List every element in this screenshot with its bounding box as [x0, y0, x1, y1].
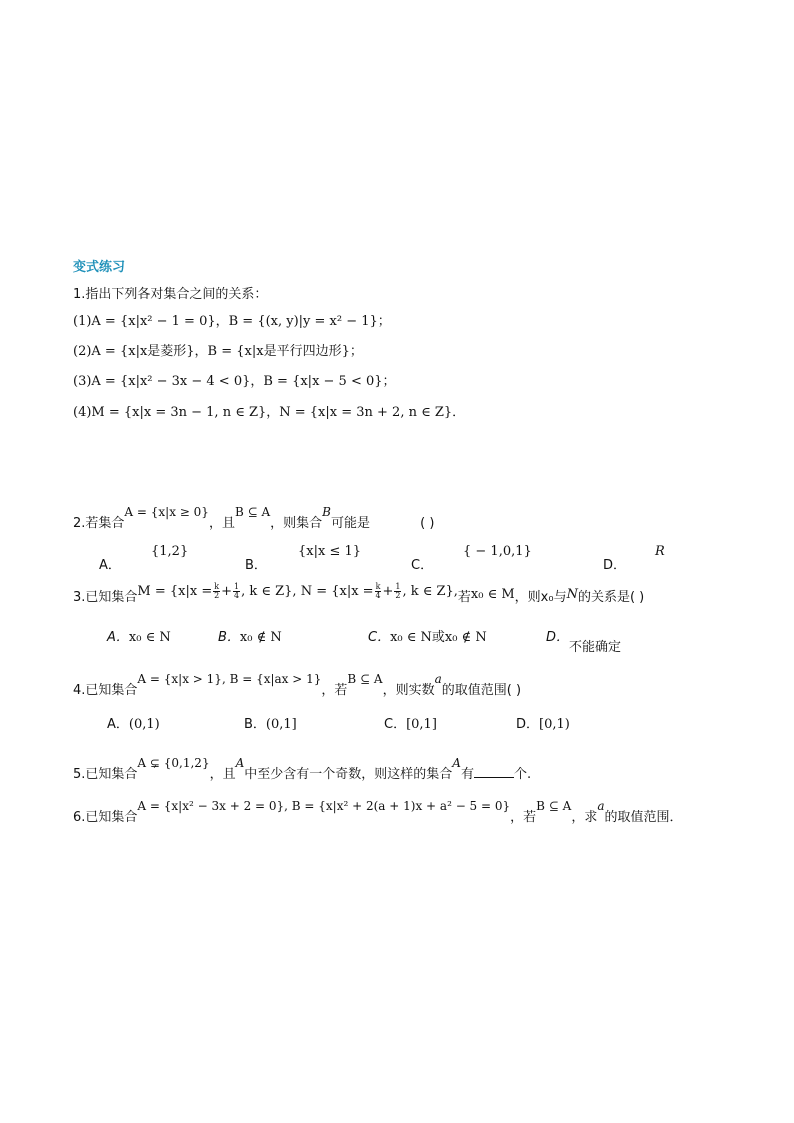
- q2-option-c-value: { − 1,0,1}: [463, 544, 532, 559]
- q2-option-a-value: {1,2}: [151, 544, 189, 559]
- q4-tail: 的取值范围( ): [441, 683, 522, 698]
- q2-set-a: A = {x|x ≥ 0}: [124, 505, 209, 519]
- q1-item-2: (2)A = {x|x是菱形}，B = {x|x是平行四边形}；: [73, 344, 363, 359]
- q4-post: ，则实数: [382, 683, 435, 698]
- q2-option-a-label: A．: [99, 558, 121, 573]
- q2-option-b-value: {x|x ≤ 1}: [298, 544, 362, 559]
- q4-option-d: D．[0,1): [516, 717, 570, 732]
- q5-tail-2: 个.: [513, 767, 532, 782]
- q6-cond: B ⊆ A: [536, 799, 572, 813]
- q6-var: a: [597, 799, 605, 813]
- q5-stem: [73, 756, 532, 782]
- q6-tail: 的取值范围．: [604, 810, 683, 825]
- q2-option-b-label: B．: [245, 558, 267, 573]
- q3-option-c: C．x₀ ∈ N或x₀ ∉ N: [368, 630, 487, 645]
- q4-option-a: A．(0,1): [107, 717, 160, 732]
- q6-post: ，求: [571, 810, 598, 825]
- q3-m-frac-2: $\frac{1}{4}$: [234, 582, 240, 600]
- q2-pre: 若集合: [85, 516, 125, 531]
- q3-if: 若: [457, 590, 471, 605]
- q4-pre: 已知集合: [85, 683, 138, 698]
- q5-mid: ，且: [209, 767, 236, 782]
- q5-pre: 已知集合: [85, 767, 138, 782]
- q4-var: a: [434, 672, 442, 686]
- q3-option-a: A．x₀ ∈ N: [107, 630, 171, 645]
- q5-tail-1: 有: [460, 767, 474, 782]
- q5-mid2: 中至少含有一个奇数，则这样的集合: [244, 767, 453, 782]
- q3-n-frac-1: $\frac{k}{4}$: [375, 582, 381, 600]
- q4-option-b: B．(0,1]: [244, 717, 297, 732]
- q2-cond: B ⊆ A: [234, 505, 271, 519]
- q6-if: ，若: [510, 810, 537, 825]
- q2-tail: 可能是: [330, 516, 370, 531]
- q6-sets: A = {x|x² − 3x + 2 = 0}, B = {x|x² + 2(a + 1)x + a² − 5 = 0}: [137, 799, 511, 813]
- q3-tail: 的关系是( ): [577, 590, 645, 605]
- q4-number: 4.: [73, 683, 86, 698]
- q3-stem: [73, 582, 645, 606]
- section-title: 变式练习: [73, 260, 126, 275]
- q5-var-1: A: [235, 756, 245, 770]
- q2-number: 2.: [73, 516, 86, 531]
- q3-pre: 已知集合: [85, 590, 138, 605]
- q1-item-4: (4)M = {x|x = 3n − 1, n ∈ Z}，N = {x|x = 3n + 2, n ∈ Z}．: [73, 405, 466, 420]
- q2-option-d-value: R: [655, 544, 665, 559]
- q3-option-b: B．x₀ ∉ N: [218, 630, 282, 645]
- q2-paren: ( ): [420, 516, 435, 531]
- q2-post: ，则集合: [270, 516, 323, 531]
- q6-pre: 已知集合: [85, 810, 138, 825]
- q3-then: ，则x₀与: [514, 590, 567, 605]
- q2-option-d-label: D．: [603, 558, 627, 573]
- q2-stem: [73, 505, 435, 531]
- q2-option-c-label: C．: [411, 558, 434, 573]
- q3-option-d-label: D．: [546, 630, 570, 645]
- q1-item-3: (3)A = {x|x² − 3x − 4 < 0}，B = {x|x − 5 < 0}；: [73, 374, 396, 389]
- q4-sets: A = {x|x > 1}, B = {x|ax > 1}: [137, 672, 322, 686]
- q4-if: ，若: [321, 683, 348, 698]
- q3-var: N: [566, 587, 578, 602]
- q3-n-frac-2: $\frac{1}{2}$: [395, 582, 401, 600]
- q5-answer-blank[interactable]: [474, 766, 514, 778]
- q1-item-1: (1)A = {x|x² − 1 = 0}，B = {(x, y)|y = x² − 1}；: [73, 314, 391, 329]
- q1-stem: 1.指出下列各对集合之间的关系：: [73, 287, 268, 302]
- q3-number: 3.: [73, 590, 86, 605]
- q2-var: B: [322, 505, 331, 519]
- q3-cond: x₀ ∈ M: [470, 587, 515, 602]
- q6-number: 6.: [73, 810, 86, 825]
- q4-cond: B ⊆ A: [347, 672, 383, 686]
- q2-mid: ，且: [208, 516, 235, 531]
- q4-option-c: C．[0,1]: [384, 717, 437, 732]
- q3-sets: M = {x|x = $\frac{k}{2}$ + $\frac{1}{4}$ , k ∈ Z}, N = {x|x = $\frac{k}{4}$ + $\frac{1}{2}$ , k ∈ Z},: [137, 582, 458, 600]
- q5-cond: A ⊊ {0,1,2}: [137, 756, 210, 770]
- q4-stem: [73, 672, 522, 698]
- q5-var-2: A: [452, 756, 461, 770]
- q3-m-frac-1: $\frac{k}{2}$: [214, 582, 220, 600]
- q6-stem: [73, 799, 683, 825]
- q3-option-d-value: 不能确定: [569, 640, 622, 655]
- q5-number: 5.: [73, 767, 86, 782]
